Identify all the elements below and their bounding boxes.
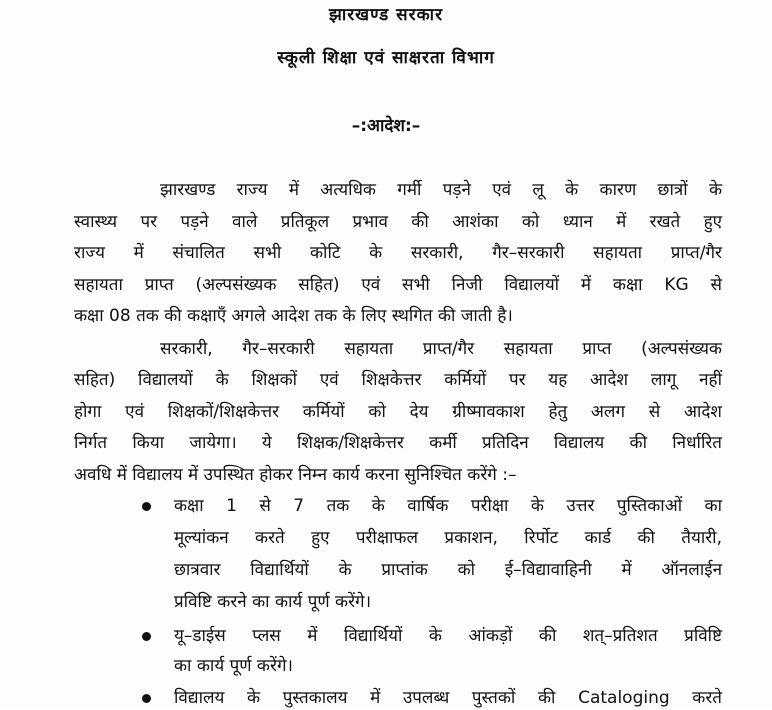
paragraph1-line: सहायता प्राप्त (अल्पसंख्यक सहित) एवं सभी निजी विद्यालयों में कक्षा KG से xyxy=(74,275,722,295)
bullet1-line: प्रविष्टि करने का कार्य पूर्ण करेंगे। xyxy=(174,592,372,612)
bullet1-line: मूल्यांकन करते हुए परीक्षाफल प्रकाशन, रिर्पोट कार्ड की तैयारी, xyxy=(174,528,722,548)
paragraph2-line: सरकारी, गैर–सरकारी सहायता प्राप्त/गैर सहायता प्राप्त (अल्पसंख्यक xyxy=(160,339,722,359)
bullet-icon xyxy=(142,632,151,641)
bullet2-line: यू–डाईस प्लस में विद्यार्थियों के आंकड़ों की शत्–प्रतिशत प्रविष्टि xyxy=(174,626,722,646)
paragraph1-line: स्वास्थ्य पर पड़ने वाले प्रतिकूल प्रभाव की आशंका को ध्यान में रखते हुए xyxy=(74,212,722,232)
bullet1-line: छात्रवार विद्यार्थियों के प्राप्तांक को ई–विद्यावाहिनी में ऑनलाईन xyxy=(174,560,722,580)
government-heading: झारखण्ड सरकार xyxy=(328,5,444,25)
paragraph1-line: कक्षा 08 तक की कक्षाएँ अगले आदेश तक के लिए स्थगित की जाती है। xyxy=(74,306,513,326)
paragraph2-line: अवधि में विद्यालय में उपस्थित होकर निम्न कार्य करना सुनिश्चित करेंगे :– xyxy=(74,465,517,485)
bullet1-line: कक्षा 1 से 7 तक के वार्षिक परीक्षा के उत्तर पुस्तिकाओं का xyxy=(174,496,722,516)
department-heading: स्कूली शिक्षा एवं साक्षरता विभाग xyxy=(277,48,495,68)
bullet2-line: का कार्य पूर्ण करेंगे। xyxy=(174,656,293,676)
paragraph2-line: सहित) विद्यालयों के शिक्षकों एवं शिक्षकेत्तर कर्मियों पर यह आदेश लागू नहीं xyxy=(74,370,722,390)
order-title: –:आदेश:– xyxy=(351,116,421,136)
paragraph2-line: निर्गत किया जायेगा। ये शिक्षक/शिक्षकेत्तर कर्मी प्रतिदिन विद्यालय की निर्धारित xyxy=(74,433,722,453)
paragraph1-line: झारखण्ड राज्य में अत्यधिक गर्मी पड़ने एवं लू के कारण छात्रों के xyxy=(160,180,722,200)
bullet3-line: विद्यालय के पुस्तकालय में उपलब्ध पुस्तकों की Cataloging करते xyxy=(174,688,722,708)
bullet-icon xyxy=(142,694,151,703)
bullet-icon xyxy=(142,502,151,511)
paragraph2-line: होगा एवं शिक्षकों/शिक्षकेत्तर कर्मियों को देय ग्रीष्मावकाश हेतु अलग से आदेश xyxy=(74,402,722,422)
paragraph1-line: राज्य में संचालित सभी कोटि के सरकारी, गैर–सरकारी सहायता प्राप्त/गैर xyxy=(74,243,722,263)
